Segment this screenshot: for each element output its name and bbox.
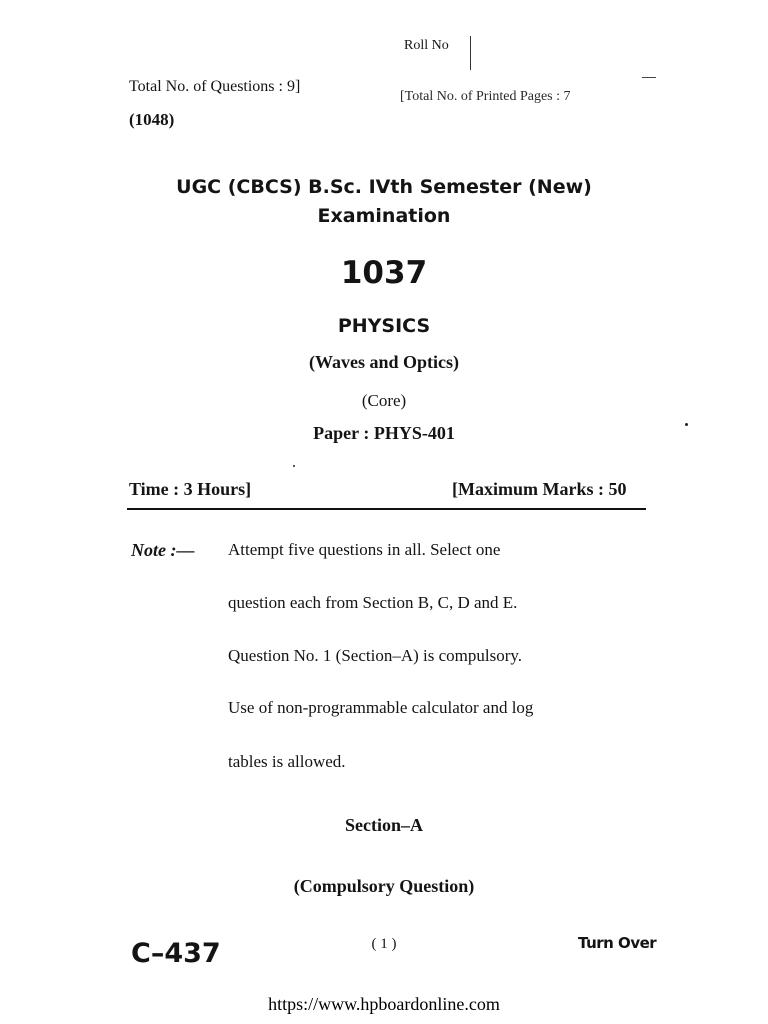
note-line: tables is allowed. (228, 752, 346, 771)
note-line: question each from Section B, C, D and E. (228, 593, 518, 612)
scan-speck (293, 465, 295, 467)
turn-over-label: Turn Over (578, 934, 657, 952)
note-label: Note :— (131, 540, 195, 560)
note-line: Use of non-programmable calculator and log (228, 698, 534, 717)
exam-title-line2: Examination (317, 205, 451, 227)
total-printed-pages: [Total No. of Printed Pages : 7 (400, 89, 571, 104)
exam-title-line1: UGC (CBCS) B.Sc. IVth Semester (New) (176, 176, 592, 198)
roll-no-label: Roll No (404, 38, 449, 53)
header-divider (127, 508, 646, 510)
maximum-marks: [Maximum Marks : 50 (452, 479, 627, 499)
section-subtitle: (Compulsory Question) (293, 876, 475, 896)
roll-no-box-line (470, 36, 471, 70)
total-questions: Total No. of Questions : 9] (129, 78, 301, 95)
source-url-link[interactable]: https://www.hpboardonline.com (268, 994, 500, 1014)
corner-mark (642, 77, 656, 78)
paper-id: Paper : PHYS-401 (313, 423, 455, 443)
section-title: Section–A (345, 815, 423, 835)
scan-speck (685, 423, 688, 426)
paper-category: (Core) (361, 391, 407, 410)
note-line: Question No. 1 (Section–A) is compulsory. (228, 646, 523, 665)
time-allowed: Time : 3 Hours] (129, 479, 252, 499)
subject-subtitle: (Waves and Optics) (308, 352, 459, 372)
note-line: Attempt five questions in all. Select one (228, 540, 501, 559)
footer-paper-code: C–437 (131, 938, 221, 969)
subject-title: PHYSICS (337, 315, 431, 337)
paper-number: 1037 (340, 255, 428, 291)
page-number: ( 1 ) (371, 936, 397, 952)
paper-code: (1048) (129, 110, 175, 129)
